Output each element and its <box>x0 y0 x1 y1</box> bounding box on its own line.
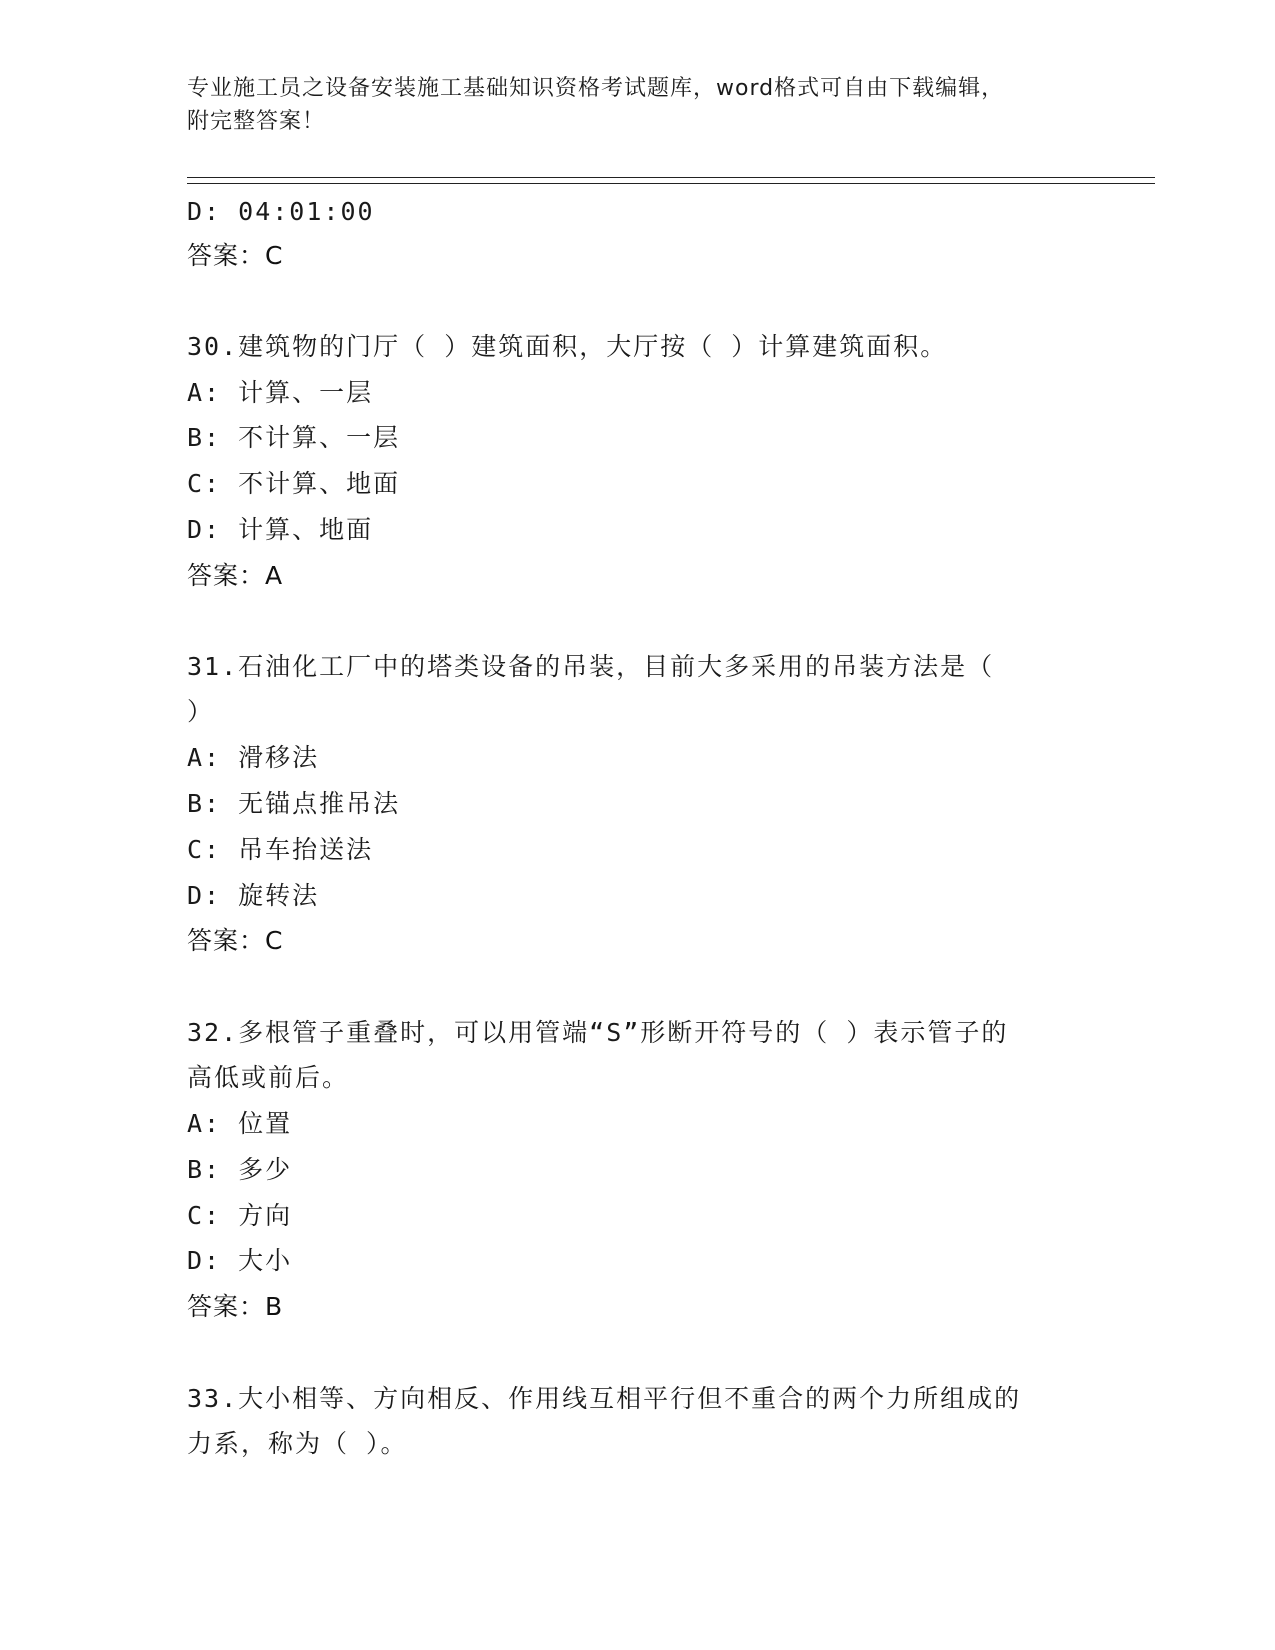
document-header <box>187 72 1067 138</box>
question-33-text-line-2: 力系，称为（ ）。 <box>187 1429 408 1458</box>
question-33-text: 33.大小相等、方向相反、作用线互相平行但不重合的两个力所组成的 <box>187 1384 1022 1413</box>
header-line-1: 专业施工员之设备安装施工基础知识资格考试题库，word格式可自由下载编辑， <box>187 76 1005 101</box>
prev-question-option-d: D: 04:01:00 <box>187 197 375 226</box>
question-31-option-a: A: 滑移法 <box>187 743 320 772</box>
question-32-option-d: D: 大小 <box>187 1246 293 1275</box>
question-30-option-b: B: 不计算、一层 <box>187 423 401 452</box>
header-divider-bottom <box>187 183 1155 184</box>
question-30-option-c: C: 不计算、地面 <box>187 469 401 498</box>
question-30-option-a: A: 计算、一层 <box>187 378 374 407</box>
question-31-option-c: C: 吊车抬送法 <box>187 835 374 864</box>
question-32-option-a: A: 位置 <box>187 1109 293 1138</box>
question-31-option-b: B: 无锚点推吊法 <box>187 789 401 818</box>
question-32-answer: 答案：B <box>187 1292 284 1321</box>
header-divider-top <box>187 177 1155 178</box>
question-31-text: 31.石油化工厂中的塔类设备的吊装，目前大多采用的吊装方法是（ <box>187 652 995 681</box>
question-31-option-d: D: 旋转法 <box>187 881 320 910</box>
question-30-option-d: D: 计算、地面 <box>187 515 374 544</box>
question-30-answer: 答案：A <box>187 561 284 590</box>
question-30-text: 30.建筑物的门厅（ ）建筑面积，大厅按（ ）计算建筑面积。 <box>187 332 948 361</box>
header-line-2: 附完整答案！ <box>187 109 326 134</box>
question-32-option-c: C: 方向 <box>187 1201 293 1230</box>
question-32-text-line-2: 高低或前后。 <box>187 1063 350 1092</box>
prev-question-answer: 答案：C <box>187 241 284 270</box>
question-31-text-line-2: ） <box>187 697 215 726</box>
question-31-answer: 答案：C <box>187 926 284 955</box>
question-32-option-b: B: 多少 <box>187 1155 293 1184</box>
question-32-text: 32.多根管子重叠时，可以用管端“S”形断开符号的（ ）表示管子的 <box>187 1018 1009 1047</box>
